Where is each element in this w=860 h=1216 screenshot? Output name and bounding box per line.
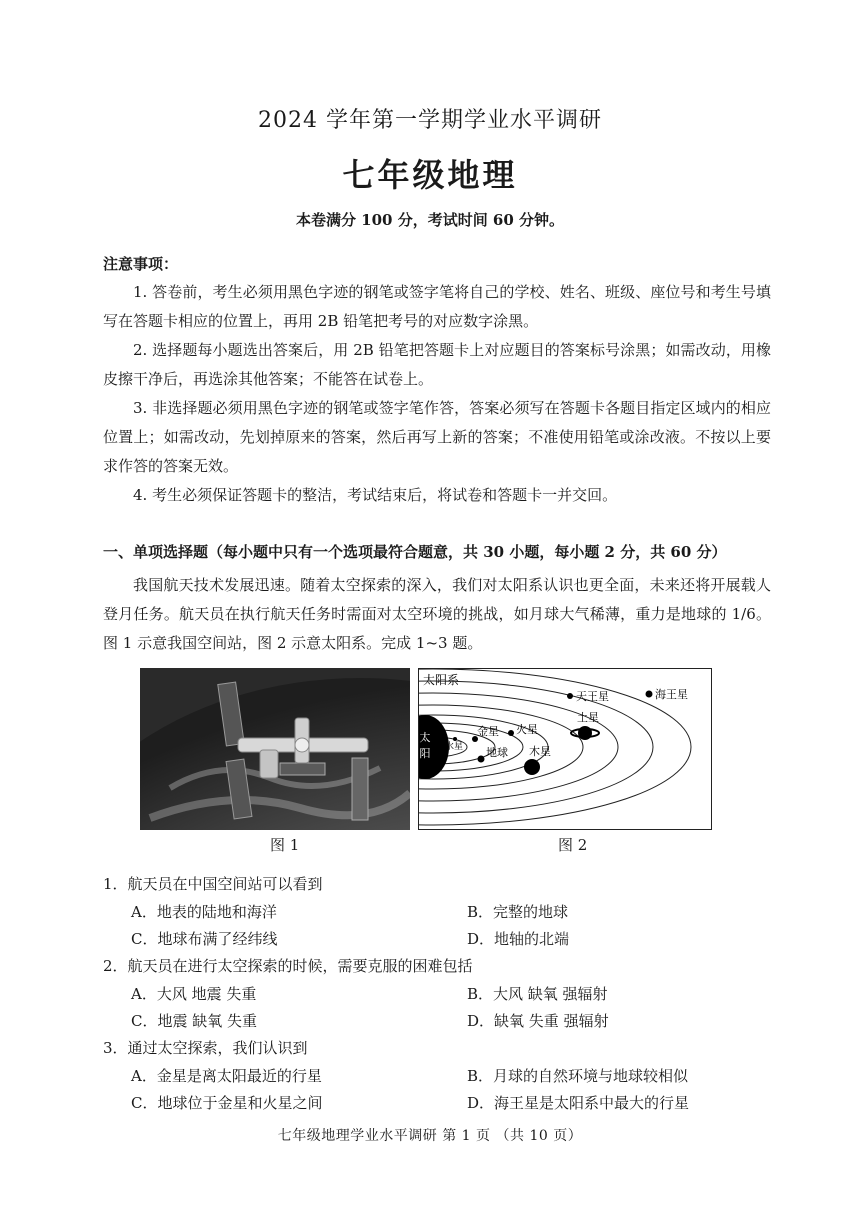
mercury-dot bbox=[453, 737, 457, 741]
option-b: B．完整的地球 bbox=[467, 903, 569, 921]
solar-system-svg bbox=[419, 669, 711, 829]
mars-dot bbox=[508, 730, 514, 736]
option-b: B．月球的自然环境与地球较相似 bbox=[467, 1067, 689, 1085]
option-d: D．缺氧 失重 强辐射 bbox=[467, 1012, 609, 1030]
jupiter-dot bbox=[524, 759, 540, 775]
space-station-figure bbox=[140, 668, 410, 830]
option-d: D．海王星是太阳系中最大的行星 bbox=[467, 1094, 690, 1112]
sun-label: 太 bbox=[419, 731, 431, 744]
planet-label-mars: 火星 bbox=[516, 723, 538, 736]
option-c: C．地球位于金星和火星之间 bbox=[131, 1094, 323, 1112]
option-c: C．地震 缺氧 失重 bbox=[131, 1012, 258, 1030]
exam-title: 七年级地理 bbox=[342, 156, 518, 194]
planet-label-mercury: 水星 bbox=[445, 742, 464, 752]
planet-label-earth: 地球 bbox=[486, 746, 508, 759]
note-item: 4. 考生必须保证答题卡的整洁，考试结束后，将试卷和答题卡一并交回。 bbox=[133, 486, 618, 504]
page-footer: 七年级地理学业水平调研 第 1 页 （共 10 页） bbox=[277, 1128, 583, 1144]
planet-label-neptune: 海王星 bbox=[655, 688, 688, 701]
exam-subtitle: 2024 学年第一学期学业水平调研 bbox=[258, 108, 602, 133]
figure-2-caption: 图 2 bbox=[558, 836, 588, 854]
question-stem: 2．航天员在进行太空探索的时候，需要克服的困难包括 bbox=[103, 957, 473, 975]
diagram-title: 太阳系 bbox=[423, 673, 460, 687]
option-b: B．大风 缺氧 强辐射 bbox=[467, 985, 608, 1003]
notes-heading: 注意事项： bbox=[103, 255, 179, 273]
option-c: C．地球布满了经纬线 bbox=[131, 930, 278, 948]
question-stem: 3．通过太空探索，我们认识到 bbox=[103, 1039, 308, 1057]
option-d: D．地轴的北端 bbox=[467, 930, 570, 948]
planet-label-venus: 金星 bbox=[477, 725, 499, 738]
note-item: 2. 选择题每小题选出答案后，用 2B 铅笔把答题卡上对应题目的答案标号涂黑；如需改动，用橡皮擦干净后，再选涂其他答案；不能答在试卷上。 bbox=[103, 341, 771, 388]
space-station-illustration bbox=[140, 668, 410, 830]
note-item: 3. 非选择题必须用黑色字迹的钢笔或签字笔作答，答案必须写在答题卡各题目指定区域内的相应位置上；如需改动，先划掉原来的答案，然后再写上新的答案；不准使用铅笔或涂改液。不按以上要求作答的答案无效。 bbox=[103, 399, 771, 475]
figure-1-caption: 图 1 bbox=[270, 836, 300, 854]
planet-label-saturn: 土星 bbox=[577, 711, 599, 724]
notes-list bbox=[103, 278, 771, 510]
sun-label: 阳 bbox=[419, 747, 431, 760]
question-intro: 我国航天技术发展迅速。随着太空探索的深入，我们对太阳系认识也更全面，未来还将开展载人登月任务。航天员在执行航天任务时需面对太空环境的挑战，如月球大气稀薄，重力是地球的 1/6。图 1 示意我国空间站，图 2 示意太阳系。完成 1~3 题。 bbox=[103, 576, 771, 652]
neptune-dot bbox=[646, 691, 653, 698]
note-item: 1. 答卷前，考生必须用黑色字迹的钢笔或签字笔将自己的学校、姓名、班级、座位号和考生号填写在答题卡相应的位置上，再用 2B 铅笔把考号的对应数字涂黑。 bbox=[103, 283, 771, 330]
uranus-dot bbox=[567, 693, 573, 699]
question-stem: 1．航天员在中国空间站可以看到 bbox=[103, 875, 323, 893]
section-heading: 一、单项选择题（每小题中只有一个选项最符合题意，共 30 小题，每小题 2 分，共 60 分） bbox=[103, 543, 727, 561]
solar-system-diagram bbox=[418, 668, 712, 830]
exam-info: 本卷满分 100 分，考试时间 60 分钟。 bbox=[295, 211, 565, 229]
planet-label-jupiter: 木星 bbox=[529, 745, 551, 758]
option-a: A．地表的陆地和海洋 bbox=[131, 903, 277, 921]
option-a: A．金星是离太阳最近的行星 bbox=[131, 1067, 322, 1085]
option-a: A．大风 地震 失重 bbox=[131, 985, 257, 1003]
earth-dot bbox=[478, 756, 485, 763]
planet-label-uranus: 天王星 bbox=[576, 690, 609, 703]
